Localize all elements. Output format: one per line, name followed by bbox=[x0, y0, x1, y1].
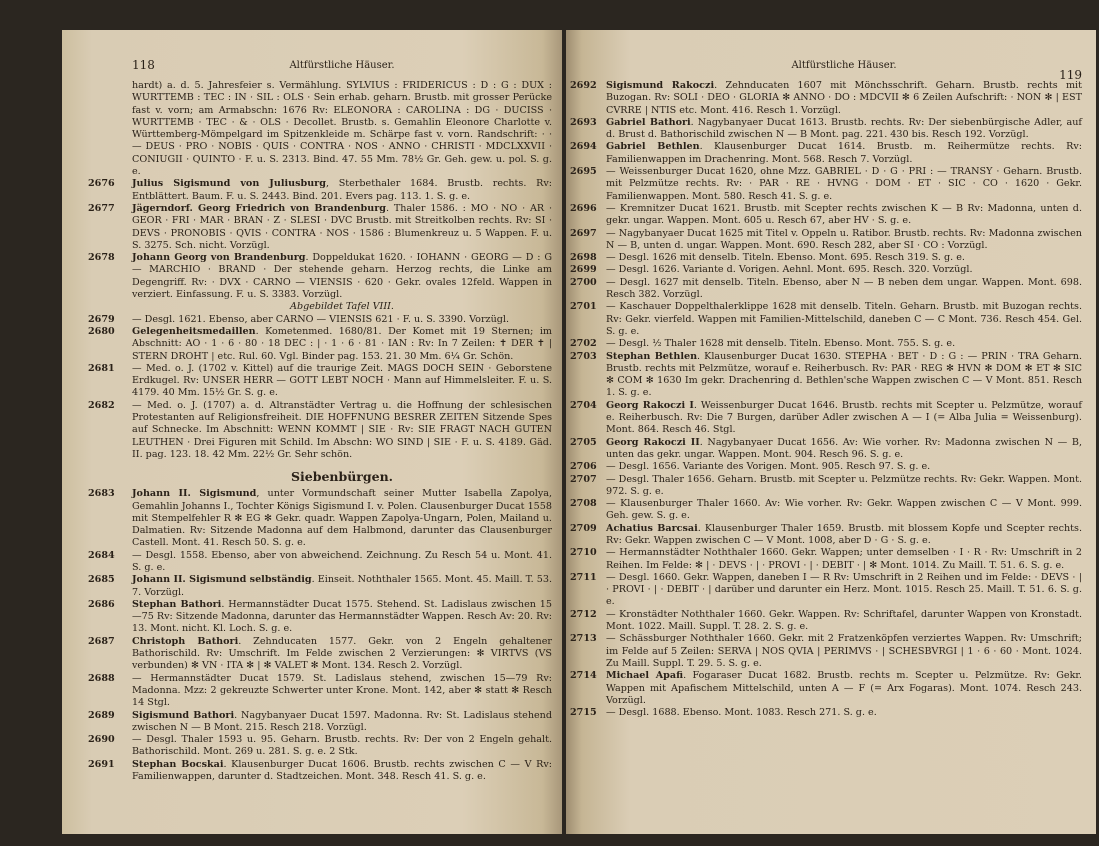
catalog-entry bbox=[570, 522, 1082, 548]
entry-text: — Desgl. Thaler 1656. Geharn. Brustb. mit Scepter u. Pelzmütze rechts. Rv: Gekr. Wappen. Mont. 972. S. g. e. bbox=[606, 473, 1082, 497]
entry-text: — Med. o. J. (1702 v. Kittel) auf die traurige Zeit. MAGS DOCH SEIN · Geborstene Erdkugel. Rv: UNSER HERR — GOTT LEBT NOCH · Mann auf Himmelsleiter. F. u. S. 4179. 40 Mm. 15½ Gr. S. g. e. bbox=[132, 362, 552, 399]
entry-text: — Desgl. 1688. Ebenso. Mont. 1083. Resch 271. S. g. e. bbox=[606, 707, 877, 719]
entry-text: — Desgl. 1660. Gekr. Wappen, daneben I — R Rv: Umschrift in 2 Reihen und im Felde: · DEVS · | · PROVI · | · DEBIT · | darüber und darunter ein Herz. Mont. 1015. Resch 25. Maill. T. 51. 6. S. g. e. bbox=[606, 571, 1082, 608]
entry-text: . Einseit. Noththaler 1565. Mont. 45. Maill. T. 53. 7. Vorzügl. bbox=[132, 574, 553, 598]
catalog-entry bbox=[88, 362, 552, 400]
entry-name: Johann II. Sigismund bbox=[132, 488, 257, 500]
entry-number: 2712 bbox=[570, 608, 597, 620]
entry-number: 2704 bbox=[570, 399, 597, 411]
entry-name: Georg Rakoczi I bbox=[606, 399, 694, 411]
continued-entry: hardt) a. d. 5. Jahresfeier s. Vermählung. SYLVIUS : FRIDERICUS : D : G : DUX : WURTTEMB : TEC : IN · SIL : OLS · Sein erhab. geharn. Brustb. mit grosser Perücke fast v. vorn; am Armabschn: 1676 Rv: ELEONORA : CAROLINA : DG · DUCISS · WURTTEMB · TEC · & · OLS · Decollet. Brustb. s. Gemahlin Eleonore Charlotte v. Württemberg-Mömpelgard im Spitzenkleide m. Schärpe fast v. vorn. Randschrift: · · — DEUS · PRO · NOBIS · QUIS · CONTRA · NOS · ANNO · CHRISTI · MDCLXXVII · CONIUGII · QUINTO · F. u. S. 2313. Bind. 47. 55 Mm. 78½ Gr. Geh. gew. u. pol. S. g. e. bbox=[132, 80, 552, 178]
entry-text: . Zehnducaten 1577. Gekr. von 2 Engeln gehaltener Bathorischild. Rv: Umschrift. Im Felde zwischen 2 Verzierungen: ✻ VIRTVS (VS verbunden) ✻ VN · ITA ✻ | ✻ VALET ✻ Mont. 134. Resch 2. Vorzügl. bbox=[132, 635, 552, 672]
catalog-entry bbox=[570, 141, 1082, 166]
catalog-entry bbox=[88, 399, 552, 461]
entry-number: 2715 bbox=[570, 707, 597, 719]
catalog-entry bbox=[570, 399, 1082, 437]
left-header bbox=[132, 58, 552, 80]
entry-text: . Kometenmed. 1680/81. Der Komet mit 19 Sternen; im Abschnitt: AO · 1 · 6 · 80 · 18 DEC : | · 1 · 6 · 81 · IAN : Rv: In 7 Zeilen: ✝ DER ✝ | STERN DROHT | etc. Rul. 60. Vgl. Binder pag. 153. 21. 30 Mm. 6¼ Gr. Schön. bbox=[132, 325, 552, 362]
entry-name: Sigismund Rakoczi bbox=[606, 80, 715, 91]
entry-text: — Nagybanyaer Ducat 1625 mit Titel v. Oppeln u. Ratibor. Brustb. rechts. Rv: Madonna zwischen N — B, unten d. ungar. Wappen. Mont. 690. Resch 282, aber SI · CO : Vorzügl. bbox=[606, 227, 1082, 251]
catalog-entry bbox=[88, 635, 552, 673]
entry-number: 2691 bbox=[88, 758, 115, 770]
entry-number: 2707 bbox=[570, 473, 597, 485]
entry-number: 2705 bbox=[570, 436, 597, 448]
entry-text: . Klausenburger Ducat 1606. Brustb. rechts zwischen C — V Rv: Familienwappen, darunter d. Stadtzeichen. Mont. 348. Resch 41. S. g. e. bbox=[132, 758, 553, 783]
entry-text: . Weissenburger Ducat 1646. Brustb. rechts mit Scepter u. Pelzmütze, worauf e. Reiherbusch. Rv: Die 7 Burgen, darüber Adler zwischen A — I (= Alba Julia = Weissenburg). Mont. 864. Resch 46. Stgl. bbox=[606, 399, 1082, 436]
catalog-entry bbox=[570, 338, 1082, 350]
catalog-entry bbox=[570, 707, 1082, 719]
catalog-entry bbox=[88, 758, 553, 784]
entry-text: . Thaler 1586. : MO · NO · AR · GEOR · FRI · MAR · BRAN · Z · SLESI · DVC Brustb. mit Streitkolben rechts. Rv: SI · DEVS · PRONOBIS · QVIS · CONTRA · NOS · 1586 : Blumenkreuz u. 5 Wappen. F. u. S. 3275. Sch. nicht. Vorzügl. bbox=[132, 202, 552, 251]
entry-text: — Kronstädter Noththaler 1660. Gekr. Wappen. Rv: Schriftafel, darunter Wappen von Kronstadt. Mont. 1022. Maill. Suppl. T. 28. 2. S. g. e. bbox=[606, 608, 1082, 633]
entry-number: 2710 bbox=[570, 547, 597, 559]
entry-text: . Nagybanyaer Ducat 1656. Av: Wie vorher. Rv: Madonna zwischen N — B, unten das gekr. ungar. Wappen. Mont. 904. Resch 96. S. g. e. bbox=[606, 436, 1082, 460]
entry-number: 2677 bbox=[88, 202, 115, 214]
entry-number: 2713 bbox=[570, 633, 597, 645]
catalog-entry bbox=[570, 633, 1082, 670]
entry-number: 2711 bbox=[570, 571, 597, 583]
entry-text: — Hermannstädter Ducat 1579. St. Ladislaus stehend, zwischen 15—79 Rv: Madonna. Mzz: 2 gekreuzte Schwerter unter Krone. Mont. 142, aber ✻ statt ✻ Resch 14 Stgl. bbox=[132, 672, 552, 709]
catalog-entry bbox=[570, 80, 1082, 117]
entry-text: . Klausenburger Ducat 1614. Brustb. m. Reihermütze rechts. Rv: Familienwappen im Drachenring. Mont. 568. Resch 7. Vorzügl. bbox=[606, 141, 1082, 165]
entry-number: 2695 bbox=[570, 166, 597, 178]
entry-text: . Nagybanyaer Ducat 1597. Madonna. Rv: St. Ladislaus stehend zwischen N — B Mont. 215. Resch 218. Vorzügl. bbox=[132, 709, 552, 733]
entry-number: 2700 bbox=[570, 276, 597, 288]
entry-name: Gelegenheitsmedaillen bbox=[132, 325, 256, 337]
entry-name: Johann Georg von Brandenburg bbox=[132, 252, 306, 264]
catalog-entry bbox=[570, 264, 1082, 276]
catalog-entry bbox=[570, 202, 1082, 228]
page-number-left: 118 bbox=[132, 58, 155, 72]
entry-name: Gabriel Bethlen bbox=[606, 141, 700, 153]
entry-number: 2694 bbox=[570, 141, 597, 153]
left-entries bbox=[88, 178, 553, 783]
entry-text: , unter Vormundschaft seiner Mutter Isabella Zapolya, Gemahlin Johanns I., Tochter Königs Sigismund I. v. Polen. Clausenburger Ducat 1558 mit Stempelfehler R ✻ EG ✻ Gekr. quadr. Wappen Zapolya-Ungarn, Polen, Mailand u. Dalmatien. Rv: Sitzende Madonna auf dem Halbmond, darunter das Clausenburger Castell. Mont. 41. Resch 50. S. g. e. bbox=[132, 488, 553, 549]
entry-text: . Nagybanyaer Ducat 1613. Brustb. rechts. Rv: Der siebenbürgische Adler, auf d. Brust d. Bathorischild zwischen N — B Mont. pag. 221. 430 bis. Resch 192. Vorzügl. bbox=[606, 116, 1082, 141]
catalog-entry bbox=[88, 574, 553, 599]
running-head-left: Altfürstliche Häuser. bbox=[289, 60, 395, 71]
entry-number: 2703 bbox=[570, 350, 597, 362]
entry-number: 2701 bbox=[570, 301, 597, 313]
entry-name: Stephan Bocskai bbox=[132, 758, 224, 770]
entry-text: — Desgl. 1626. Variante d. Vorigen. Aehnl. Mont. 695. Resch. 320. Vorzügl. bbox=[606, 264, 973, 276]
entry-text: . Klausenburger Thaler 1659. Brustb. mit blossem Kopfe und Scepter rechts. Rv: Gekr. Wappen zwischen C — V Mont. 1008, aber D · G · S. g. e. bbox=[606, 522, 1082, 546]
entry-number: 2679 bbox=[88, 313, 115, 325]
entry-number: 2684 bbox=[88, 549, 115, 561]
entry-name: Stephan Bethlen bbox=[606, 350, 698, 362]
entry-number: 2678 bbox=[88, 252, 115, 264]
entry-text: . Fogaraser Ducat 1682. Brustb. rechts m. Scepter u. Pelzmütze. Rv: Gekr. Wappen mit Apafischem Mittelschild, unten A — F (= Arx Fogaras). Mont. 1074. Resch 243. Vorzügl. bbox=[606, 670, 1082, 706]
entry-text: — Weissenburger Ducat 1620, ohne Mzz. GABRIEL · D · G · PRI : — TRANSY · Geharn. Brustb. mit Pelzmütze rechts. Rv: · PAR · RE · HVNG · DOM · ET · SIC · CO · 1620 · Gekr. Familienwappen. Mont. 580. Resch 41. S. g. e. bbox=[606, 166, 1082, 202]
entry-number: 2698 bbox=[570, 252, 597, 264]
entry-text: — Klausenburger Thaler 1660. Av: Wie vorher. Rv: Gekr. Wappen zwischen C — V Mont. 999. Geh. gew. S. g. e. bbox=[606, 498, 1082, 522]
entry-text: — Desgl. 1627 mit denselb. Titeln. Ebenso, aber N — B neben dem ungar. Wappen. Mont. 698. Resch 382. Vorzügl. bbox=[606, 276, 1082, 301]
left-page bbox=[62, 30, 562, 834]
entry-number: 2681 bbox=[88, 362, 115, 374]
entry-number: 2688 bbox=[88, 672, 115, 684]
catalog-entry bbox=[570, 252, 1082, 264]
catalog-entry bbox=[88, 202, 552, 252]
entry-number: 2696 bbox=[570, 202, 597, 214]
entry-text: — Desgl. 1656. Variante des Vorigen. Mont. 905. Resch 97. S. g. e. bbox=[606, 461, 931, 473]
catalog-entry bbox=[88, 709, 552, 735]
entry-number: 2686 bbox=[88, 598, 115, 610]
entry-name: Gabriel Bathori bbox=[606, 116, 691, 128]
entry-name: Christoph Bathori bbox=[132, 635, 239, 647]
catalog-entry bbox=[570, 498, 1082, 523]
catalog-entry bbox=[570, 571, 1082, 609]
entry-name: Sigismund Bathori bbox=[132, 709, 235, 721]
entry-name: Georg Rakoczi II bbox=[606, 436, 700, 448]
right-page bbox=[566, 30, 1096, 834]
entry-text: — Kremnitzer Ducat 1621. Brustb. mit Scepter rechts zwischen K — B Rv: Madonna, unten d. gekr. ungar. Wappen. Mont. 605 u. Resch 67, aber HV · S. g. e. bbox=[606, 202, 1082, 227]
entry-number: 2714 bbox=[570, 670, 597, 682]
entry-name: Michael Apafi bbox=[606, 670, 684, 682]
entry-text: — Schässburger Noththaler 1660. Gekr. mit 2 Fratzenköpfen verziertes Wappen. Rv: Umschrift; im Felde auf 5 Zeilen: SERVA | NOS QVIA | PERIMVS · | SCHESBVRGI | 1 · 6 · 60 · Mont. 1024. Zu Maill. Suppl. T. 29. 5. S. g. e. bbox=[606, 633, 1082, 669]
entry-name: Johann II. Sigismund selbständig bbox=[132, 574, 312, 586]
entry-number: 2702 bbox=[570, 338, 597, 350]
entry-number: 2692 bbox=[570, 80, 597, 91]
entry-number: 2680 bbox=[88, 325, 115, 337]
entry-text: . Hermannstädter Ducat 1575. Stehend. St. Ladislaus zwischen 15—75 Rv: Sitzende Madonna, darunter das Hermannstädter Wappen. Resch Av: 20. Rv: 13. Mont. nicht. Kl. Loch. S. g. e. bbox=[132, 598, 553, 635]
entry-number: 2676 bbox=[88, 178, 115, 190]
catalog-entry bbox=[88, 488, 553, 549]
catalog-entry bbox=[570, 350, 1082, 400]
page-number-right: 119 bbox=[1059, 68, 1082, 82]
entry-name: Achatius Barcsai bbox=[606, 522, 698, 534]
right-header bbox=[606, 58, 1082, 80]
catalog-entry bbox=[88, 598, 553, 636]
catalog-entry bbox=[570, 166, 1082, 203]
right-entries bbox=[570, 80, 1082, 719]
entry-text: — Med. o. J. (1707) a. d. Altranstädter Vertrag u. die Hoffnung der schlesischen Protestanten auf Religionsfreiheit. DIE HOFFNUNG BESRER ZEITEN Sitzende Spes auf Schnecke. Im Abschnitt: WENN KOMMT | SIE · Rv: SIE FRAGT NACH GUTEN LEUTHEN · Drei Figuren mit Schild. Im Abschn: WO SIND | SIE · F. u. S. 4189. Gäd. II. pag. 123. 18. 42 Mm. 22½ Gr. Sehr schön. bbox=[132, 399, 552, 460]
catalog-entry bbox=[570, 608, 1082, 634]
entry-name: Jägerndorf. Georg Friedrich von Brandenburg bbox=[132, 202, 386, 214]
entry-number: 2697 bbox=[570, 227, 597, 239]
entry-text: — Desgl. Thaler 1593 u. 95. Geharn. Brustb. rechts. Rv: Der von 2 Engeln gehalt. Bathorischild. Mont. 269 u. 281. S. g. e. 2 Stk. bbox=[132, 734, 552, 758]
entry-number: 2682 bbox=[88, 399, 115, 411]
entry-name: Stephan Bathori bbox=[132, 598, 222, 610]
entry-text: — Desgl. 1558. Ebenso, aber von abweichend. Zeichnung. Zu Resch 54 u. Mont. 41. S. g. e. bbox=[132, 549, 552, 573]
entry-text: . Doppeldukat 1620. · IOHANN · GEORG — D : G — MARCHIO · BRAND · Der stehende geharn. Herzog rechts, die Linke am Degengriff. Rv: · DVX · CARNO — VIENSIS · 620 · Gekr. ovales 12feld. Wappen in verziert. Einfassung. F. u. S. 3383. Vorzügl. bbox=[132, 252, 552, 301]
entry-text: — Desgl. ½ Thaler 1628 mit denselb. Titeln. Ebenso. Mont. 755. S. g. e. bbox=[606, 338, 956, 350]
entry-number: 2690 bbox=[88, 734, 115, 746]
entry-text: . Klausenburger Ducat 1630. STEPHA · BET · D : G : — PRIN · TRA Geharn. Brustb. rechts mit Pelzmütze, worauf e. Reiherbusch. Rv: PAR · REG ✻ HVN ✻ DOM ✻ ET ✻ SIC ✻ COM ✻ 1630 Im gekr. Drachenring d. Bethlen'sche Wappen zwischen C — V Mont. 851. Resch 1. S. g. e. bbox=[606, 350, 1082, 399]
catalog-entry bbox=[88, 178, 552, 203]
running-head-right: Altfürstliche Häuser. bbox=[791, 60, 897, 71]
entry-text: — Desgl. 1621. Ebenso, aber CARNO — VIENSIS 621 · F. u. S. 3390. Vorzügl. bbox=[132, 313, 510, 325]
catalog-entry bbox=[570, 461, 1082, 473]
catalog-entry bbox=[570, 670, 1082, 707]
entry-number: 2685 bbox=[88, 574, 115, 586]
entry-text: — Desgl. 1626 mit denselb. Titeln. Ebenso. Mont. 695. Resch 319. S. g. e. bbox=[606, 252, 965, 264]
catalog-entry bbox=[570, 301, 1082, 338]
entry-number: 2689 bbox=[88, 709, 115, 721]
entry-text: , Sterbethaler 1684. Brustb. rechts. Rv: Entblättert. Baum. F. u. S. 2443. Bind. 201. Evers pag. 113. 1. S. g. e. bbox=[132, 178, 552, 202]
catalog-entry bbox=[88, 252, 552, 301]
entry-number: 2706 bbox=[570, 461, 597, 473]
entry-number: 2708 bbox=[570, 498, 597, 510]
catalog-entry bbox=[570, 436, 1082, 462]
catalog-entry bbox=[88, 549, 552, 575]
entry-number: 2687 bbox=[88, 635, 115, 647]
catalog-entry bbox=[88, 313, 552, 326]
catalog-entry bbox=[570, 473, 1082, 499]
catalog-entry bbox=[570, 227, 1082, 253]
catalog-entry bbox=[570, 276, 1082, 302]
catalog-entry bbox=[88, 325, 552, 363]
catalog-entry bbox=[570, 116, 1082, 142]
section-heading: Siebenbürgen. bbox=[290, 469, 394, 485]
catalog-entry bbox=[570, 547, 1082, 572]
entry-name: Julius Sigismund von Juliusburg bbox=[132, 178, 326, 190]
entry-text: — Kaschauer Doppelthalerklippe 1628 mit denselb. Titeln. Geharn. Brustb. mit Buzogan rechts. Rv: Gekr. vierfeld. Wappen mit Familien-Mittelschild, daneben C — C Mont. 736. Resch 454. Gel. S. g. e. bbox=[606, 301, 1082, 337]
entry-number: 2699 bbox=[570, 264, 597, 276]
entry-text: . Zehnducaten 1607 mit Mönchsschrift. Geharn. Brustb. rechts mit Buzogan. Rv: SOLI · DEO · GLORIA ✻ ANNO · DO : MDCVII ✻ 6 Zeilen Aufschrift: · NON ✻ | EST CVRRE | NTIS etc. Mont. 416. Resch 1. Vorzügl. bbox=[606, 80, 1082, 116]
entry-number: 2709 bbox=[570, 522, 597, 534]
entry-text: — Hermannstädter Noththaler 1660. Gekr. Wappen; unter demselben · I · R · Rv: Umschrift in 2 Reihen. Im Felde: ✻ | · DEVS · | · PROVI · | · DEBIT · | ✻ Mont. 1014. Zu Maill. T. 51. 6. S. g. e. bbox=[606, 547, 1082, 571]
plate-reference: Abgebildet Tafel VIII. bbox=[290, 301, 394, 313]
entry-number: 2683 bbox=[88, 488, 115, 500]
catalog-entry bbox=[88, 734, 552, 759]
catalog-entry bbox=[88, 672, 552, 710]
entry-number: 2693 bbox=[570, 116, 597, 128]
